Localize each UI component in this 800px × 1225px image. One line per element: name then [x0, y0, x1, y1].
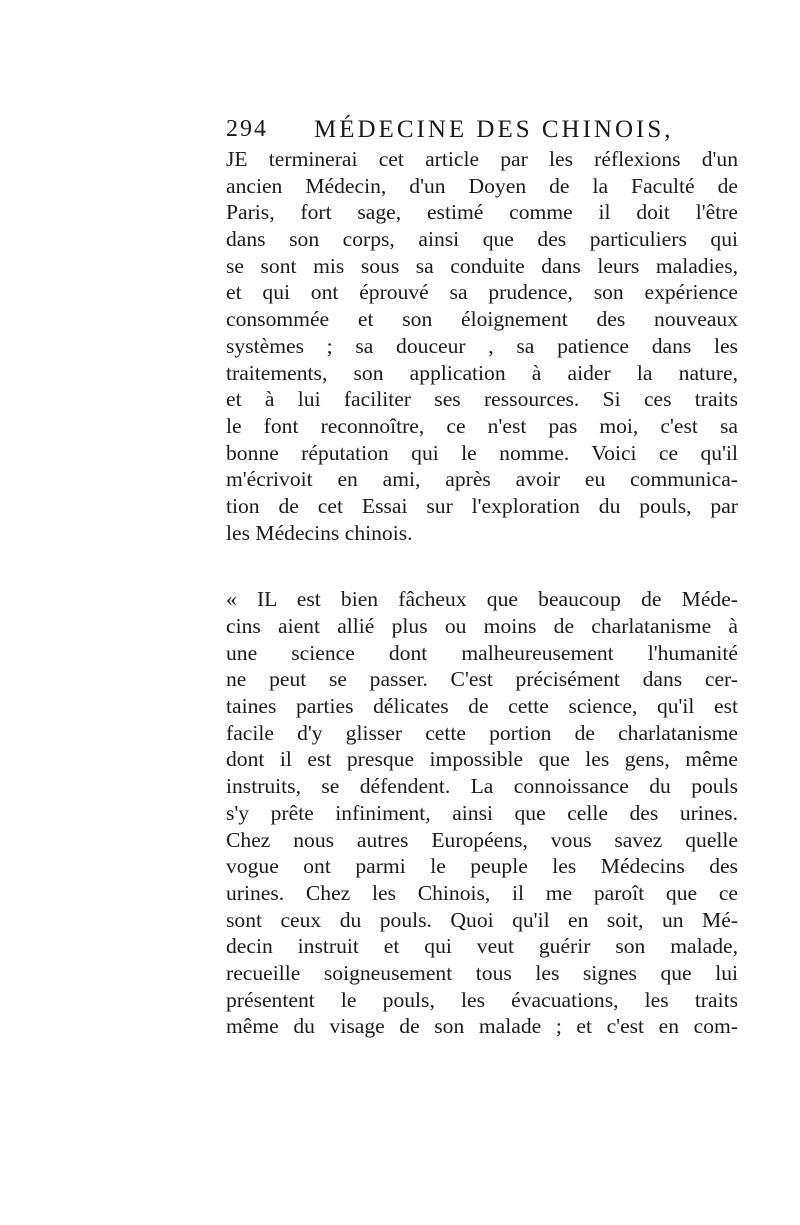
text-line: ancien Médecin, d'un Doyen de la Faculté de	[226, 173, 738, 198]
text-line: une science dont malheureusement l'humanité	[226, 640, 738, 665]
text-line: m'écrivoit en ami, après avoir eu communica-	[226, 467, 738, 492]
running-title: MÉDECINE DES CHINOIS,	[314, 116, 674, 143]
running-head	[226, 110, 746, 150]
text-line: tion de cet Essai sur l'exploration du pouls, par	[226, 493, 738, 518]
paragraph-gap	[226, 546, 738, 586]
text-line: urines. Chez les Chinois, il me paroît que ce	[226, 880, 738, 905]
text-line: systèmes ; sa douceur , sa patience dans les	[226, 333, 738, 358]
text-line: les Médecins chinois.	[226, 520, 413, 545]
text-line: présentent le pouls, les évacuations, les traits	[226, 987, 738, 1012]
text-line: decin instruit et qui veut guérir son malade,	[226, 934, 738, 959]
text-line: consommée et son éloignement des nouveaux	[226, 307, 738, 332]
text-line: cins aient allié plus ou moins de charlatanisme à	[226, 614, 738, 638]
text-line: ne peut se passer. C'est précisément dans cer-	[226, 667, 738, 692]
text-line: et à lui faciliter ses ressources. Si ces traits	[226, 387, 738, 412]
text-line: le font reconnoître, ce n'est pas moi, c'est sa	[226, 413, 738, 438]
paragraph-2	[226, 586, 738, 1040]
body-text	[226, 146, 738, 1040]
text-line: recueille soigneusement tous les signes que lui	[226, 960, 738, 985]
page-number: 294	[226, 116, 268, 142]
text-line: sont ceux du pouls. Quoi qu'il en soit, un Mé-	[226, 907, 738, 932]
text-line: instruits, se défendent. La connoissance du pouls	[226, 774, 738, 799]
text-line: se sont mis sous sa conduite dans leurs maladies,	[226, 253, 738, 278]
text-line: traitements, son application à aider la nature,	[226, 360, 738, 385]
text-line: JE terminerai cet article par les réflexions d'un	[226, 147, 738, 171]
text-line: Chez nous autres Européens, vous savez quelle	[226, 827, 738, 852]
text-line: même du visage de son malade ; et c'est en com-	[226, 1014, 738, 1039]
text-line: « IL est bien fâcheux que beaucoup de Méde-	[226, 587, 738, 612]
text-line: dans son corps, ainsi que des particuliers qui	[226, 227, 738, 252]
text-line: facile d'y glisser cette portion de charlatanisme	[226, 720, 738, 745]
text-line: dont il est presque impossible que les gens, même	[226, 747, 738, 772]
text-line: vogue ont parmi le peuple les Médecins des	[226, 854, 738, 879]
text-line: Paris, fort sage, estimé comme il doit l'être	[226, 200, 738, 225]
paragraph-1	[226, 146, 738, 546]
text-line: et qui ont éprouvé sa prudence, son expérience	[226, 280, 738, 305]
text-line: bonne réputation qui le nomme. Voici ce qu'il	[226, 440, 738, 465]
text-line: taines parties délicates de cette science, qu'il est	[226, 694, 738, 719]
text-line: s'y prête infiniment, ainsi que celle des urines.	[226, 800, 738, 825]
